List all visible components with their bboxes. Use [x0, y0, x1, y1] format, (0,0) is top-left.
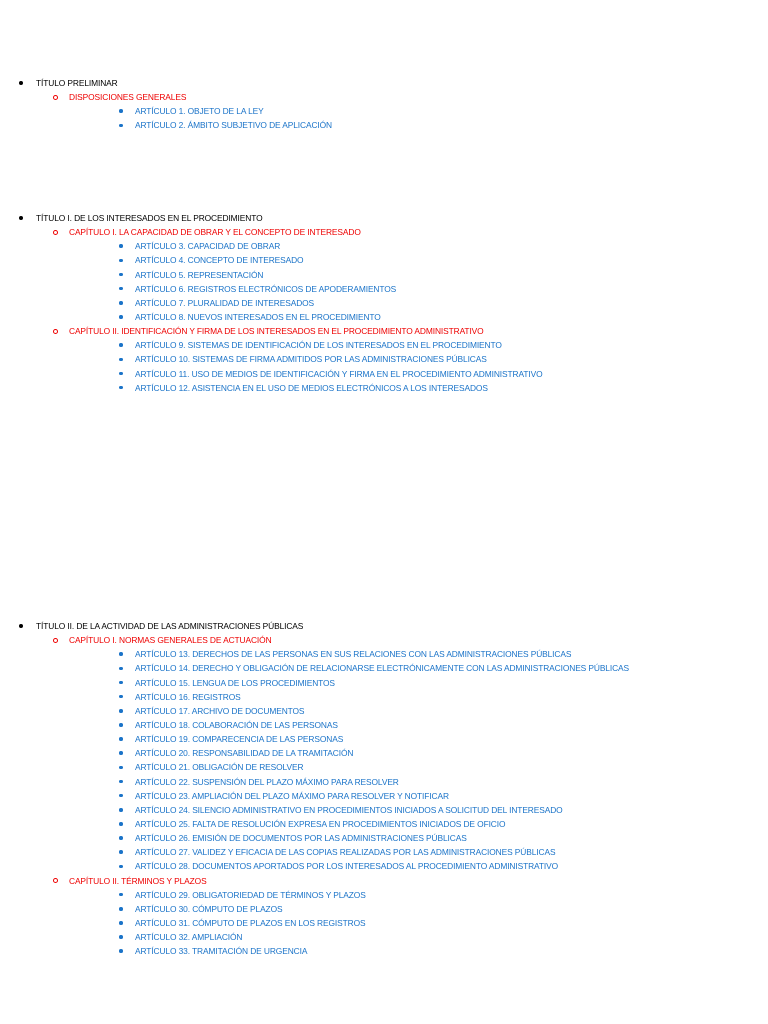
chapter-item: [0, 874, 768, 888]
article-link-label[interactable]: ARTÍCULO 26. EMISIÓN DE DOCUMENTOS POR LAS ADMINISTRACIONES PÚBLICAS: [135, 833, 467, 844]
chapter-item: [0, 225, 768, 239]
article-link[interactable]: [0, 296, 768, 310]
article-link-label[interactable]: ARTÍCULO 24. SILENCIO ADMINISTRATIVO EN PROCEDIMIENTOS INICIADOS A SOLICITUD DEL INTERESADO: [135, 804, 563, 815]
article-link-label[interactable]: ARTÍCULO 9. SISTEMAS DE IDENTIFICACIÓN DE LOS INTERESADOS EN EL PROCEDIMIENTO: [135, 340, 502, 351]
article-link[interactable]: [0, 859, 768, 873]
title-item-label: TÍTULO PRELIMINAR: [36, 78, 118, 88]
article-link-label[interactable]: ARTÍCULO 11. USO DE MEDIOS DE IDENTIFICACIÓN Y FIRMA EN EL PROCEDIMIENTO ADMINISTRATIVO: [135, 368, 543, 379]
article-link[interactable]: [0, 352, 768, 366]
article-link-label[interactable]: ARTÍCULO 4. CONCEPTO DE INTERESADO: [135, 255, 304, 266]
article-link[interactable]: [0, 118, 768, 132]
article-link[interactable]: [0, 775, 768, 789]
chapter-item-label: CAPÍTULO II. IDENTIFICACIÓN Y FIRMA DE LOS INTERESADOS EN EL PROCEDIMIENTO ADMINISTRATIVO: [69, 326, 484, 337]
article-link-label[interactable]: ARTÍCULO 1. OBJETO DE LA LEY: [135, 106, 264, 117]
chapter-item: [0, 633, 768, 647]
article-link[interactable]: [0, 789, 768, 803]
article-link-label[interactable]: ARTÍCULO 12. ASISTENCIA EN EL USO DE MEDIOS ELECTRÓNICOS A LOS INTERESADOS: [135, 382, 488, 393]
article-link-label[interactable]: ARTÍCULO 10. SISTEMAS DE FIRMA ADMITIDOS POR LAS ADMINISTRACIONES PÚBLICAS: [135, 354, 487, 365]
article-link[interactable]: [0, 718, 768, 732]
article-link-label[interactable]: ARTÍCULO 28. DOCUMENTOS APORTADOS POR LOS INTERESADOS AL PROCEDIMIENTO ADMINISTRATIVO: [135, 861, 559, 872]
article-link[interactable]: [0, 647, 768, 661]
chapter-item-label: CAPÍTULO I. NORMAS GENERALES DE ACTUACIÓN: [69, 635, 272, 646]
title-item: [0, 76, 768, 90]
article-link-label[interactable]: ARTÍCULO 6. REGISTROS ELECTRÓNICOS DE APODERAMIENTOS: [135, 283, 397, 294]
chapter-item: [0, 324, 768, 338]
title-item: [0, 211, 768, 225]
article-link-label[interactable]: ARTÍCULO 25. FALTA DE RESOLUCIÓN EXPRESA EN PROCEDIMIENTOS INICIADOS DE OFICIO: [135, 818, 506, 829]
article-link-label[interactable]: ARTÍCULO 17. ARCHIVO DE DOCUMENTOS: [135, 705, 305, 716]
article-link-label[interactable]: ARTÍCULO 30. CÓMPUTO DE PLAZOS: [135, 903, 283, 914]
article-link-label[interactable]: ARTÍCULO 13. DERECHOS DE LAS PERSONAS EN SUS RELACIONES CON LAS ADMINISTRACIONES PÚBLICAS: [135, 649, 572, 660]
article-link[interactable]: [0, 282, 768, 296]
article-link[interactable]: [0, 704, 768, 718]
article-link-label[interactable]: ARTÍCULO 8. NUEVOS INTERESADOS EN EL PROCEDIMIENTO: [135, 311, 381, 322]
article-link-label[interactable]: ARTÍCULO 20. RESPONSABILIDAD DE LA TRAMITACIÓN: [135, 748, 354, 759]
article-link[interactable]: [0, 310, 768, 324]
article-link-label[interactable]: ARTÍCULO 15. LENGUA DE LOS PROCEDIMIENTOS: [135, 677, 335, 688]
article-link[interactable]: [0, 732, 768, 746]
article-link-label[interactable]: ARTÍCULO 14. DERECHO Y OBLIGACIÓN DE RELACIONARSE ELECTRÓNICAMENTE CON LAS ADMINISTRACIONES PÚBLICAS: [135, 663, 630, 674]
outline-section: [0, 76, 768, 133]
article-link[interactable]: [0, 760, 768, 774]
chapter-item: [0, 90, 768, 104]
outline-section: [0, 211, 768, 395]
title-item-label: TÍTULO II. DE LA ACTIVIDAD DE LAS ADMINISTRACIONES PÚBLICAS: [36, 621, 304, 631]
article-link-label[interactable]: ARTÍCULO 33. TRAMITACIÓN DE URGENCIA: [135, 946, 308, 957]
article-link[interactable]: [0, 381, 768, 395]
article-link[interactable]: [0, 676, 768, 690]
article-link[interactable]: [0, 746, 768, 760]
article-link-label[interactable]: ARTÍCULO 27. VALIDEZ Y EFICACIA DE LAS COPIAS REALIZADAS POR LAS ADMINISTRACIONES PÚBLICAS: [135, 847, 556, 858]
article-link[interactable]: [0, 338, 768, 352]
article-link[interactable]: [0, 104, 768, 118]
chapter-item-label: CAPÍTULO II. TÉRMINOS Y PLAZOS: [69, 875, 207, 886]
article-link-label[interactable]: ARTÍCULO 29. OBLIGATORIEDAD DE TÉRMINOS Y PLAZOS: [135, 889, 366, 900]
article-link-label[interactable]: ARTÍCULO 32. AMPLIACIÓN: [135, 932, 243, 943]
article-link-label[interactable]: ARTÍCULO 5. REPRESENTACIÓN: [135, 269, 264, 280]
article-link-label[interactable]: ARTÍCULO 16. REGISTROS: [135, 691, 241, 702]
article-link[interactable]: [0, 803, 768, 817]
outline-section: [0, 619, 768, 958]
article-link[interactable]: [0, 888, 768, 902]
article-link[interactable]: [0, 831, 768, 845]
article-link[interactable]: [0, 944, 768, 958]
chapter-item-label: DISPOSICIONES GENERALES: [69, 92, 187, 103]
article-link[interactable]: [0, 916, 768, 930]
article-link[interactable]: [0, 268, 768, 282]
title-item-label: TÍTULO I. DE LOS INTERESADOS EN EL PROCEDIMIENTO: [36, 213, 263, 223]
article-link[interactable]: [0, 253, 768, 267]
article-link-label[interactable]: ARTÍCULO 21. OBLIGACIÓN DE RESOLVER: [135, 762, 304, 773]
article-link-label[interactable]: ARTÍCULO 31. CÓMPUTO DE PLAZOS EN LOS REGISTROS: [135, 917, 366, 928]
article-link[interactable]: [0, 661, 768, 675]
article-link[interactable]: [0, 845, 768, 859]
article-link-label[interactable]: ARTÍCULO 18. COLABORACIÓN DE LAS PERSONAS: [135, 719, 338, 730]
article-link-label[interactable]: ARTÍCULO 3. CAPACIDAD DE OBRAR: [135, 241, 281, 252]
article-link-label[interactable]: ARTÍCULO 2. ÁMBITO SUBJETIVO DE APLICACIÓN: [135, 120, 333, 131]
article-link-label[interactable]: ARTÍCULO 19. COMPARECENCIA DE LAS PERSONAS: [135, 734, 344, 745]
chapter-item-label: CAPÍTULO I. LA CAPACIDAD DE OBRAR Y EL CONCEPTO DE INTERESADO: [69, 227, 361, 238]
article-link-label[interactable]: ARTÍCULO 7. PLURALIDAD DE INTERESADOS: [135, 297, 315, 308]
article-link[interactable]: [0, 690, 768, 704]
article-link-label[interactable]: ARTÍCULO 23. AMPLIACIÓN DEL PLAZO MÁXIMO PARA RESOLVER Y NOTIFICAR: [135, 790, 449, 801]
article-link-label[interactable]: ARTÍCULO 22. SUSPENSIÓN DEL PLAZO MÁXIMO PARA RESOLVER: [135, 776, 399, 787]
article-link[interactable]: [0, 367, 768, 381]
article-link[interactable]: [0, 930, 768, 944]
article-link[interactable]: [0, 902, 768, 916]
article-link[interactable]: [0, 239, 768, 253]
title-item: [0, 619, 768, 633]
article-link[interactable]: [0, 817, 768, 831]
